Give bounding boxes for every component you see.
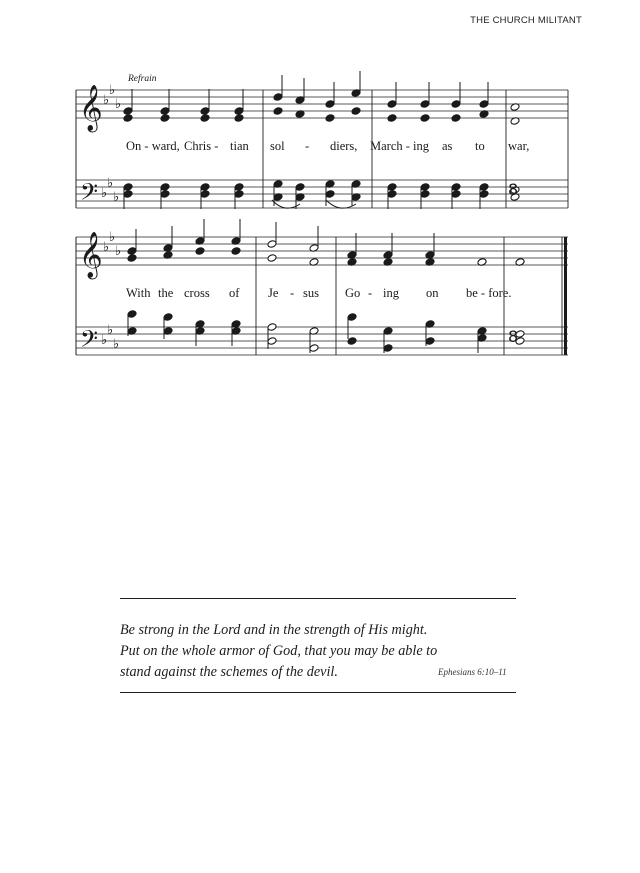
note-head [234, 183, 244, 192]
note-head [479, 183, 489, 192]
note-head [234, 107, 244, 116]
bass-clef-icon: 𝄢 [80, 325, 99, 358]
note-head [234, 190, 244, 199]
lyric-syllable: of [229, 286, 240, 300]
flat-icon: ♭ [109, 83, 116, 98]
note-head [163, 313, 173, 322]
flat-icon: ♭ [101, 186, 108, 201]
treble-clef-icon: 𝄞 [79, 232, 103, 278]
note-head [309, 344, 319, 353]
hymn-score [0, 0, 640, 420]
note-head [200, 107, 210, 116]
note-head [347, 337, 357, 346]
note-head [347, 313, 357, 322]
note-head [267, 254, 277, 263]
lyric-syllable: Chris - [184, 139, 219, 153]
note-head [351, 107, 361, 116]
note-head [383, 344, 393, 353]
note-head [479, 190, 489, 199]
flat-icon: ♭ [115, 244, 122, 259]
lyric-syllable: as [442, 139, 453, 153]
note-head [160, 114, 170, 123]
treble-clef-icon: 𝄞 [79, 85, 103, 131]
note-head [160, 190, 170, 199]
note-head [451, 100, 461, 109]
lyric-syllable: On - ward, [126, 139, 180, 153]
final-barline [564, 237, 567, 355]
lyric-syllable: - [368, 286, 373, 300]
note-head [479, 100, 489, 109]
lyric-syllable: sus [303, 286, 319, 300]
note-head [420, 114, 430, 123]
divider-bottom [120, 692, 516, 693]
note-head [325, 100, 335, 109]
note-head [420, 183, 430, 192]
lyric-syllable: Go [345, 286, 361, 300]
divider-top [120, 598, 516, 599]
flat-icon: ♭ [115, 97, 122, 112]
refrain-label: Refrain [128, 74, 157, 84]
note-head [387, 190, 397, 199]
note-head [267, 240, 277, 249]
quote-line: Put on the whole armor of God, that you may be able to [120, 643, 438, 659]
quote-line: stand against the schemes of the devil. [120, 664, 338, 680]
note-head [451, 183, 461, 192]
lyric-syllable: be - fore. [466, 286, 512, 300]
note-head [420, 190, 430, 199]
flat-icon: ♭ [103, 93, 110, 108]
note-head [387, 100, 397, 109]
flat-icon: ♭ [103, 240, 110, 255]
lyric-syllable: cross [184, 286, 210, 300]
flat-icon: ♭ [101, 333, 108, 348]
lyric-syllable: ing [383, 286, 399, 300]
lyric-syllable: diers, [330, 139, 358, 153]
note-head [295, 183, 305, 192]
note-head [425, 337, 435, 346]
flat-icon: ♭ [109, 230, 116, 245]
lyric-syllable: - [305, 139, 310, 153]
lyric-syllable: war, [508, 139, 530, 153]
time-numeral: 8 [508, 327, 519, 346]
note-head [234, 114, 244, 123]
note-head [273, 93, 283, 102]
lyric-syllable: With [126, 286, 151, 300]
scripture-citation: Ephesians 6:10–11 [438, 667, 507, 677]
flat-icon: ♭ [107, 176, 114, 191]
note-head [273, 107, 283, 116]
lyric-syllable: to [475, 139, 485, 153]
lyric-syllable: the [158, 286, 174, 300]
lyric-syllable: Je [268, 286, 279, 300]
lyric-syllable: on [426, 286, 439, 300]
note-head [451, 190, 461, 199]
note-head [127, 310, 137, 319]
note-head [231, 247, 241, 256]
note-head [160, 107, 170, 116]
note-head [325, 190, 335, 199]
flat-icon: ♭ [107, 323, 114, 338]
lyric-syllable: sol [270, 139, 285, 153]
running-head: THE CHURCH MILITANT [470, 15, 582, 26]
lyric-syllable: tian [230, 139, 249, 153]
note-head [267, 337, 277, 346]
note-head [387, 183, 397, 192]
note-head [325, 114, 335, 123]
note-head [123, 183, 133, 192]
flat-icon: ♭ [113, 337, 120, 352]
note-head [127, 254, 137, 263]
note-head [451, 114, 461, 123]
note-head [420, 100, 430, 109]
flat-icon: ♭ [113, 190, 120, 205]
note-head [195, 247, 205, 256]
note-head [267, 323, 277, 332]
note-head [200, 183, 210, 192]
note-head [387, 114, 397, 123]
note-head [123, 107, 133, 116]
lyric-syllable: March - ing [370, 139, 430, 153]
bass-clef-icon: 𝄢 [80, 178, 99, 211]
quote-line: Be strong in the Lord and in the strength of His might. [120, 622, 428, 638]
note-head [123, 114, 133, 123]
note-head [123, 190, 133, 199]
lyric-syllable: - [290, 286, 295, 300]
note-head [200, 114, 210, 123]
time-numeral: 8 [508, 180, 519, 199]
note-head [127, 247, 137, 256]
note-head [200, 190, 210, 199]
note-head [160, 183, 170, 192]
